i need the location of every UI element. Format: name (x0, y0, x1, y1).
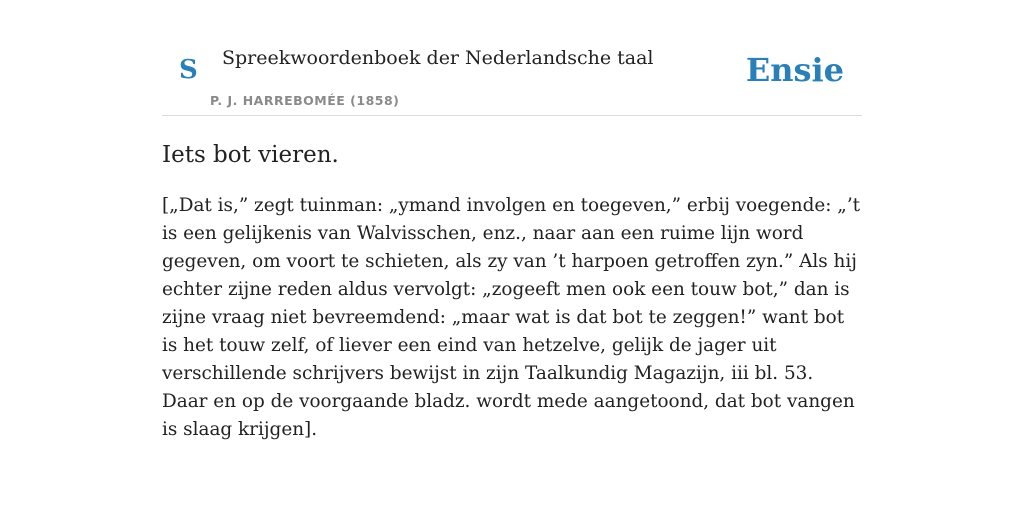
source-header (162, 0, 862, 116)
book-title-link[interactable]: Spreekwoordenboek der Nederlandsche taal (222, 47, 654, 69)
book-author: P. J. HARREBOMÉE (1858) (210, 93, 400, 108)
entry-body-text: [„Dat is,” zegt tuinman: „ymand involgen en toegeven,” erbij voegende: „’t is een gelijkenis van Walvisschen, enz., naar aan een ruime lijn word gegeven, om voort te schieten, als zy van ’t harpoen getroffen zyn.” Als hij echter zijne reden aldus vervolgt: „zogeeft men ook een touw bot,” dan is zijne vraag niet bevreemdend: „maar wat is dat bot te zeggen!” want bot is het touw zelf, of liever een eind van hetzelve, gelijk de jager uit verschillende schrijvers bewijst in zijn Taalkundig Magazijn, iii bl. 53. Daar en op de voorgaande bladz. wordt mede aangetoond, dat bot vangen is slaag krijgen]. (162, 195, 861, 440)
entry-title: Iets bot vieren. (162, 142, 339, 168)
source-logo-icon[interactable]: S (179, 55, 198, 85)
page-container (162, 0, 862, 440)
ensie-logo-link[interactable]: Ensie (745, 51, 844, 89)
